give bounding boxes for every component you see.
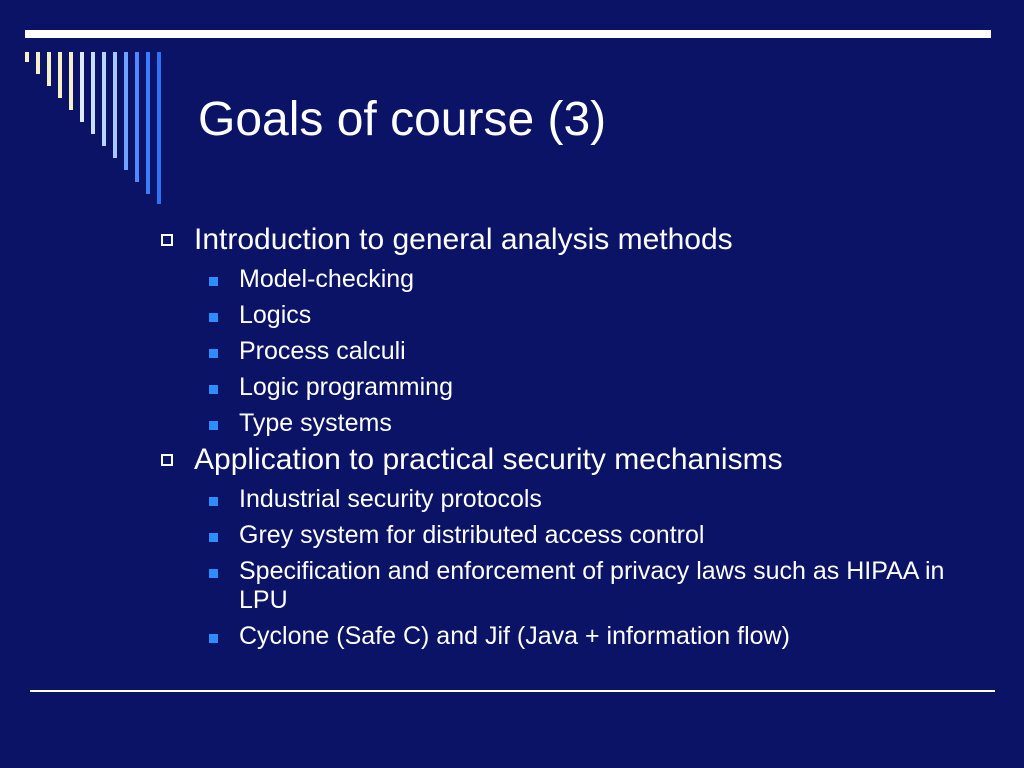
slide-body <box>158 222 978 651</box>
hollow-square-bullet-icon <box>161 454 173 466</box>
slide-title: Goals of course (3) <box>198 93 607 146</box>
square-bullet-icon <box>209 569 218 578</box>
list-item: Logics <box>158 301 978 330</box>
section-1 <box>158 222 978 258</box>
stripe <box>135 52 139 182</box>
top-rule <box>25 30 991 38</box>
square-bullet-icon <box>209 349 218 358</box>
section-heading: Application to practical security mechanisms <box>194 443 783 476</box>
list-item: Industrial security protocols <box>158 485 978 514</box>
square-bullet-icon <box>209 313 218 322</box>
stripe <box>157 52 161 204</box>
stripe <box>113 52 117 158</box>
section-2 <box>158 442 978 478</box>
list-item: Specification and enforcement of privacy laws such as HIPAA in LPU <box>158 557 978 615</box>
list-item: Grey system for distributed access control <box>158 521 978 550</box>
square-bullet-icon <box>209 421 218 430</box>
section-1-items <box>158 265 978 438</box>
stripe <box>124 52 128 170</box>
stripe <box>69 52 73 110</box>
stripe <box>91 52 95 134</box>
stripe <box>146 52 150 194</box>
square-bullet-icon <box>209 277 218 286</box>
list-item: Process calculi <box>158 337 978 366</box>
list-item: Cyclone (Safe C) and Jif (Java + information flow) <box>158 622 978 651</box>
list-item: Type systems <box>158 409 978 438</box>
square-bullet-icon <box>209 385 218 394</box>
square-bullet-icon <box>209 533 218 542</box>
stripe <box>25 52 29 62</box>
section-2-items <box>158 485 978 651</box>
stripe <box>47 52 51 86</box>
stripe <box>58 52 62 98</box>
stripe <box>102 52 106 146</box>
section-heading: Introduction to general analysis methods <box>194 223 733 256</box>
stripe <box>80 52 84 122</box>
square-bullet-icon <box>209 497 218 506</box>
hollow-square-bullet-icon <box>161 234 173 246</box>
list-item: Logic programming <box>158 373 978 402</box>
stripe <box>36 52 40 74</box>
bottom-rule <box>30 690 995 692</box>
square-bullet-icon <box>209 634 218 643</box>
list-item: Model-checking <box>158 265 978 294</box>
